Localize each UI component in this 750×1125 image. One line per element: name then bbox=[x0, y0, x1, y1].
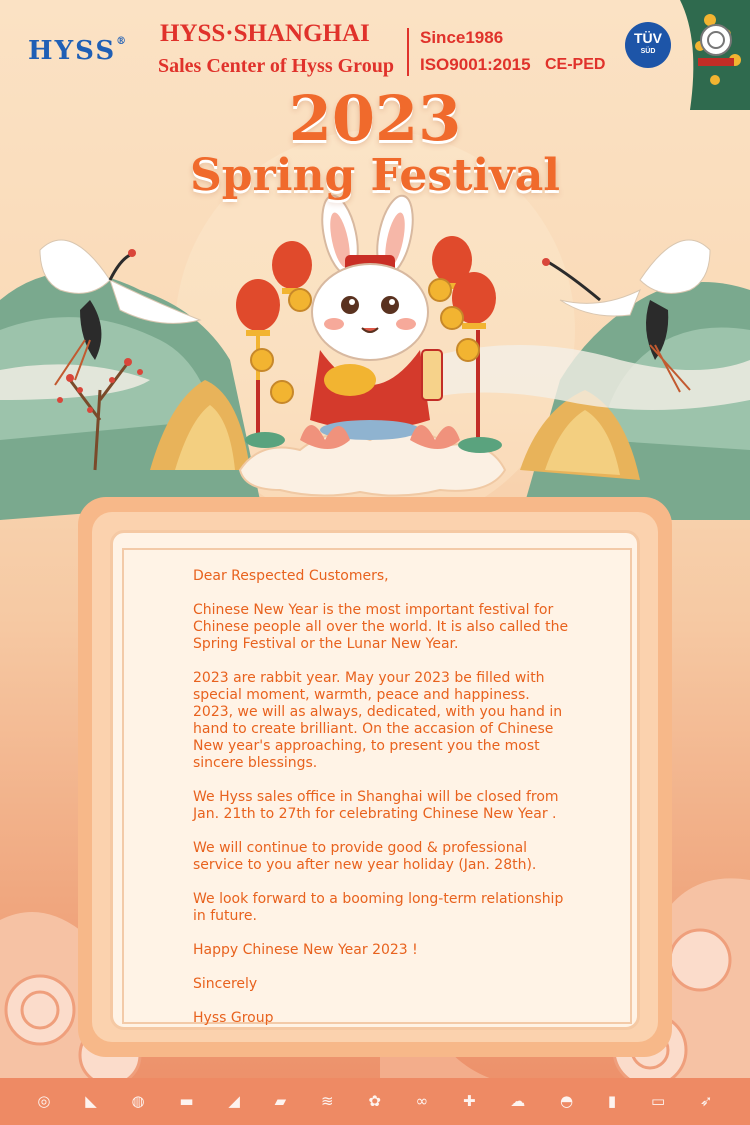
tuv-badge-icon: TÜV SÜD bbox=[625, 22, 671, 68]
pipe-fitting-icon: ◎ bbox=[37, 1092, 51, 1110]
festival-title: Spring Festival bbox=[190, 150, 560, 201]
tube-icon: ▭ bbox=[650, 1092, 666, 1110]
since-label: Since1986 bbox=[420, 28, 504, 47]
letter-paragraph-1: Chinese New Year is the most important festival for Chinese people all over the world. It is also called the Spring Festival or the Lunar New Year. bbox=[193, 602, 569, 652]
letter-signature: Hyss Group bbox=[193, 1010, 274, 1026]
hyss-logo: HYSS® bbox=[28, 36, 129, 66]
valve-icon: ◓ bbox=[560, 1092, 574, 1110]
welder-icon: ➶ bbox=[699, 1092, 713, 1110]
ce-label: CE-PED bbox=[545, 56, 606, 73]
bv-certification-icon bbox=[694, 22, 738, 68]
flange-icon: ◍ bbox=[131, 1092, 145, 1110]
letter-greeting: Dear Respected Customers, bbox=[193, 568, 389, 584]
footer-icon-strip bbox=[0, 1086, 750, 1116]
cap-icon: ☁ bbox=[510, 1092, 526, 1110]
iso-label: ISO9001:2015 bbox=[420, 55, 531, 74]
brand-subtitle: Sales Center of Hyss Group bbox=[158, 55, 394, 77]
gasket-icon: ▰ bbox=[274, 1092, 287, 1110]
coupling-icon: ▬ bbox=[179, 1092, 194, 1110]
letter-paragraph-6: Happy Chinese New Year 2023 ! bbox=[193, 942, 418, 958]
letter-paragraph-4: We will continue to provide good & professional service to you after new year holiday (Jan. 28th). bbox=[193, 840, 537, 873]
bend-icon: ◢ bbox=[228, 1092, 240, 1110]
cross-icon: ✚ bbox=[462, 1092, 476, 1110]
greeting-letter bbox=[193, 568, 571, 1044]
letter-closing: Sincerely bbox=[193, 976, 258, 992]
elbow-icon: ◣ bbox=[85, 1092, 97, 1110]
year-title: 2023 bbox=[288, 82, 462, 155]
chain-icon: ∞ bbox=[415, 1092, 429, 1110]
letter-paragraph-5: We look forward to a booming long-term relationship in future. bbox=[193, 891, 564, 924]
letter-paragraph-2: 2023 are rabbit year. May your 2023 be filled with special moment, warmth, peace and happiness. 2023, we will as always, dedicated, with you hand in hand to create brilliant. On the accasion of Chinese New year's approaching, to present you the most sincere blessings. bbox=[193, 670, 563, 771]
header-divider bbox=[407, 28, 409, 76]
stack-icon: ≋ bbox=[320, 1092, 334, 1110]
union-icon: ▮ bbox=[607, 1092, 617, 1110]
wheel-icon: ✿ bbox=[368, 1092, 381, 1110]
brand-title: HYSS·SHANGHAI bbox=[160, 20, 370, 47]
letter-paragraph-3: We Hyss sales office in Shanghai will be closed from Jan. 21th to 27th for celebrating Chinese New Year . bbox=[193, 789, 559, 822]
